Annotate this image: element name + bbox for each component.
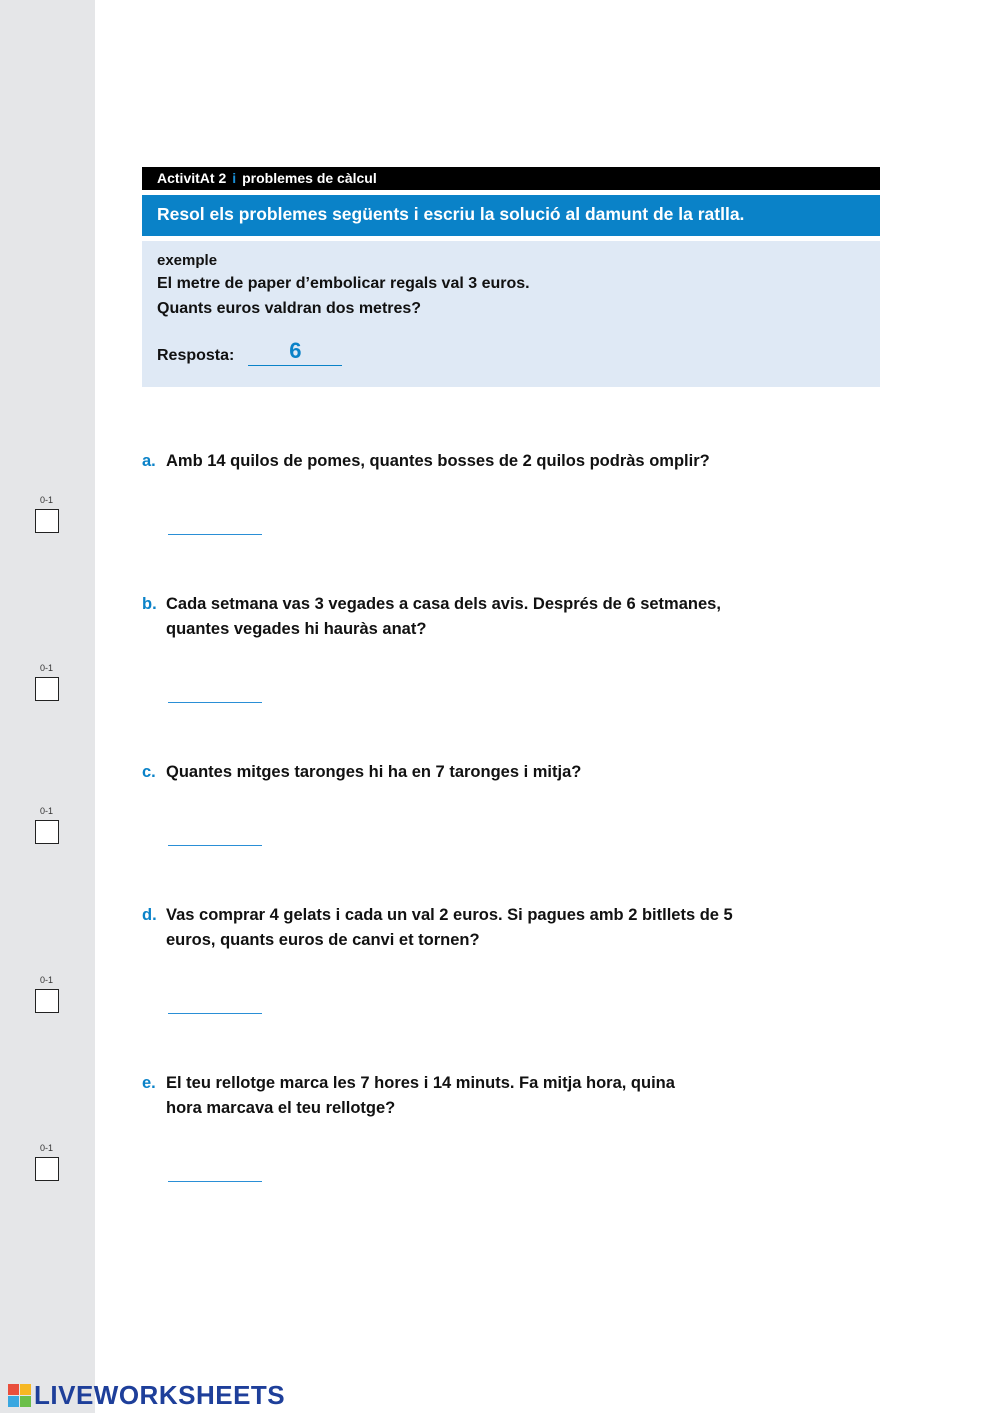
question-text: Cada setmana vas 3 vegades a casa dels avis. Després de 6 setmanes, quantes vegades hi hauràs anat? [166,595,721,638]
question-text: El teu rellotge marca les 7 hores i 14 minuts. Fa mitja hora, quina hora marcava el teu rellotge? [166,1074,675,1117]
logo-icon [8,1384,31,1407]
answer-input-a[interactable] [168,514,262,535]
question-text: Quantes mitges taronges hi ha en 7 taronges i mitja? [166,763,582,781]
score-label: 0-1 [40,806,54,816]
instruction-text: Resol els problemes següents i escriu la solució al damunt de la ratlla. [157,204,745,224]
logo-square [20,1396,31,1407]
answer-input-d[interactable] [168,993,262,1014]
answer-input-c[interactable] [168,825,262,846]
example-line-2: Quants euros valdran dos metres? [157,300,422,317]
logo-square [20,1384,31,1395]
score-checkbox[interactable] [35,820,59,844]
logo-square [8,1384,19,1395]
score-checkbox[interactable] [35,677,59,701]
score-label: 0-1 [40,663,54,673]
score-label: 0-1 [40,1143,54,1153]
question-b [142,592,882,642]
question-letter: b. [142,595,157,613]
logo-square [8,1396,19,1407]
activity-header [142,167,880,190]
question-e [142,1071,882,1121]
question-letter: a. [142,452,156,470]
example-label: exemple [157,252,218,269]
activity-topic: problemes de càlcul [242,170,377,186]
question-d [142,903,882,953]
question-c [142,760,882,785]
answer-input-b[interactable] [168,682,262,703]
example-answer-row [157,337,342,366]
left-margin-strip [0,0,95,1413]
question-text: Amb 14 quilos de pomes, quantes bosses de 2 quilos podràs omplir? [166,452,710,470]
instruction-banner [142,195,880,236]
example-answer-label: Resposta: [157,347,235,364]
question-letter: c. [142,763,156,781]
question-text: Vas comprar 4 gelats i cada un val 2 euros. Si pagues amb 2 bitllets de 5 euros, quants euros de canvi et tornen? [166,906,733,949]
header-separator: i [232,170,237,186]
example-answer-value: 6 [248,337,342,366]
answer-input-e[interactable] [168,1161,262,1182]
question-letter: e. [142,1074,156,1092]
score-checkbox[interactable] [35,1157,59,1181]
logo-text: LIVEWORKSHEETS [34,1380,286,1410]
score-checkbox[interactable] [35,989,59,1013]
activity-number: ActivitAt 2 [157,170,227,186]
score-label: 0-1 [40,975,54,985]
example-line-1: El metre de paper d’embolicar regals val 3 euros. [157,275,530,292]
example-box [142,241,880,387]
question-letter: d. [142,906,157,924]
score-label: 0-1 [40,495,54,505]
question-a [142,449,882,474]
score-checkbox[interactable] [35,509,59,533]
liveworksheets-logo [8,1382,285,1408]
